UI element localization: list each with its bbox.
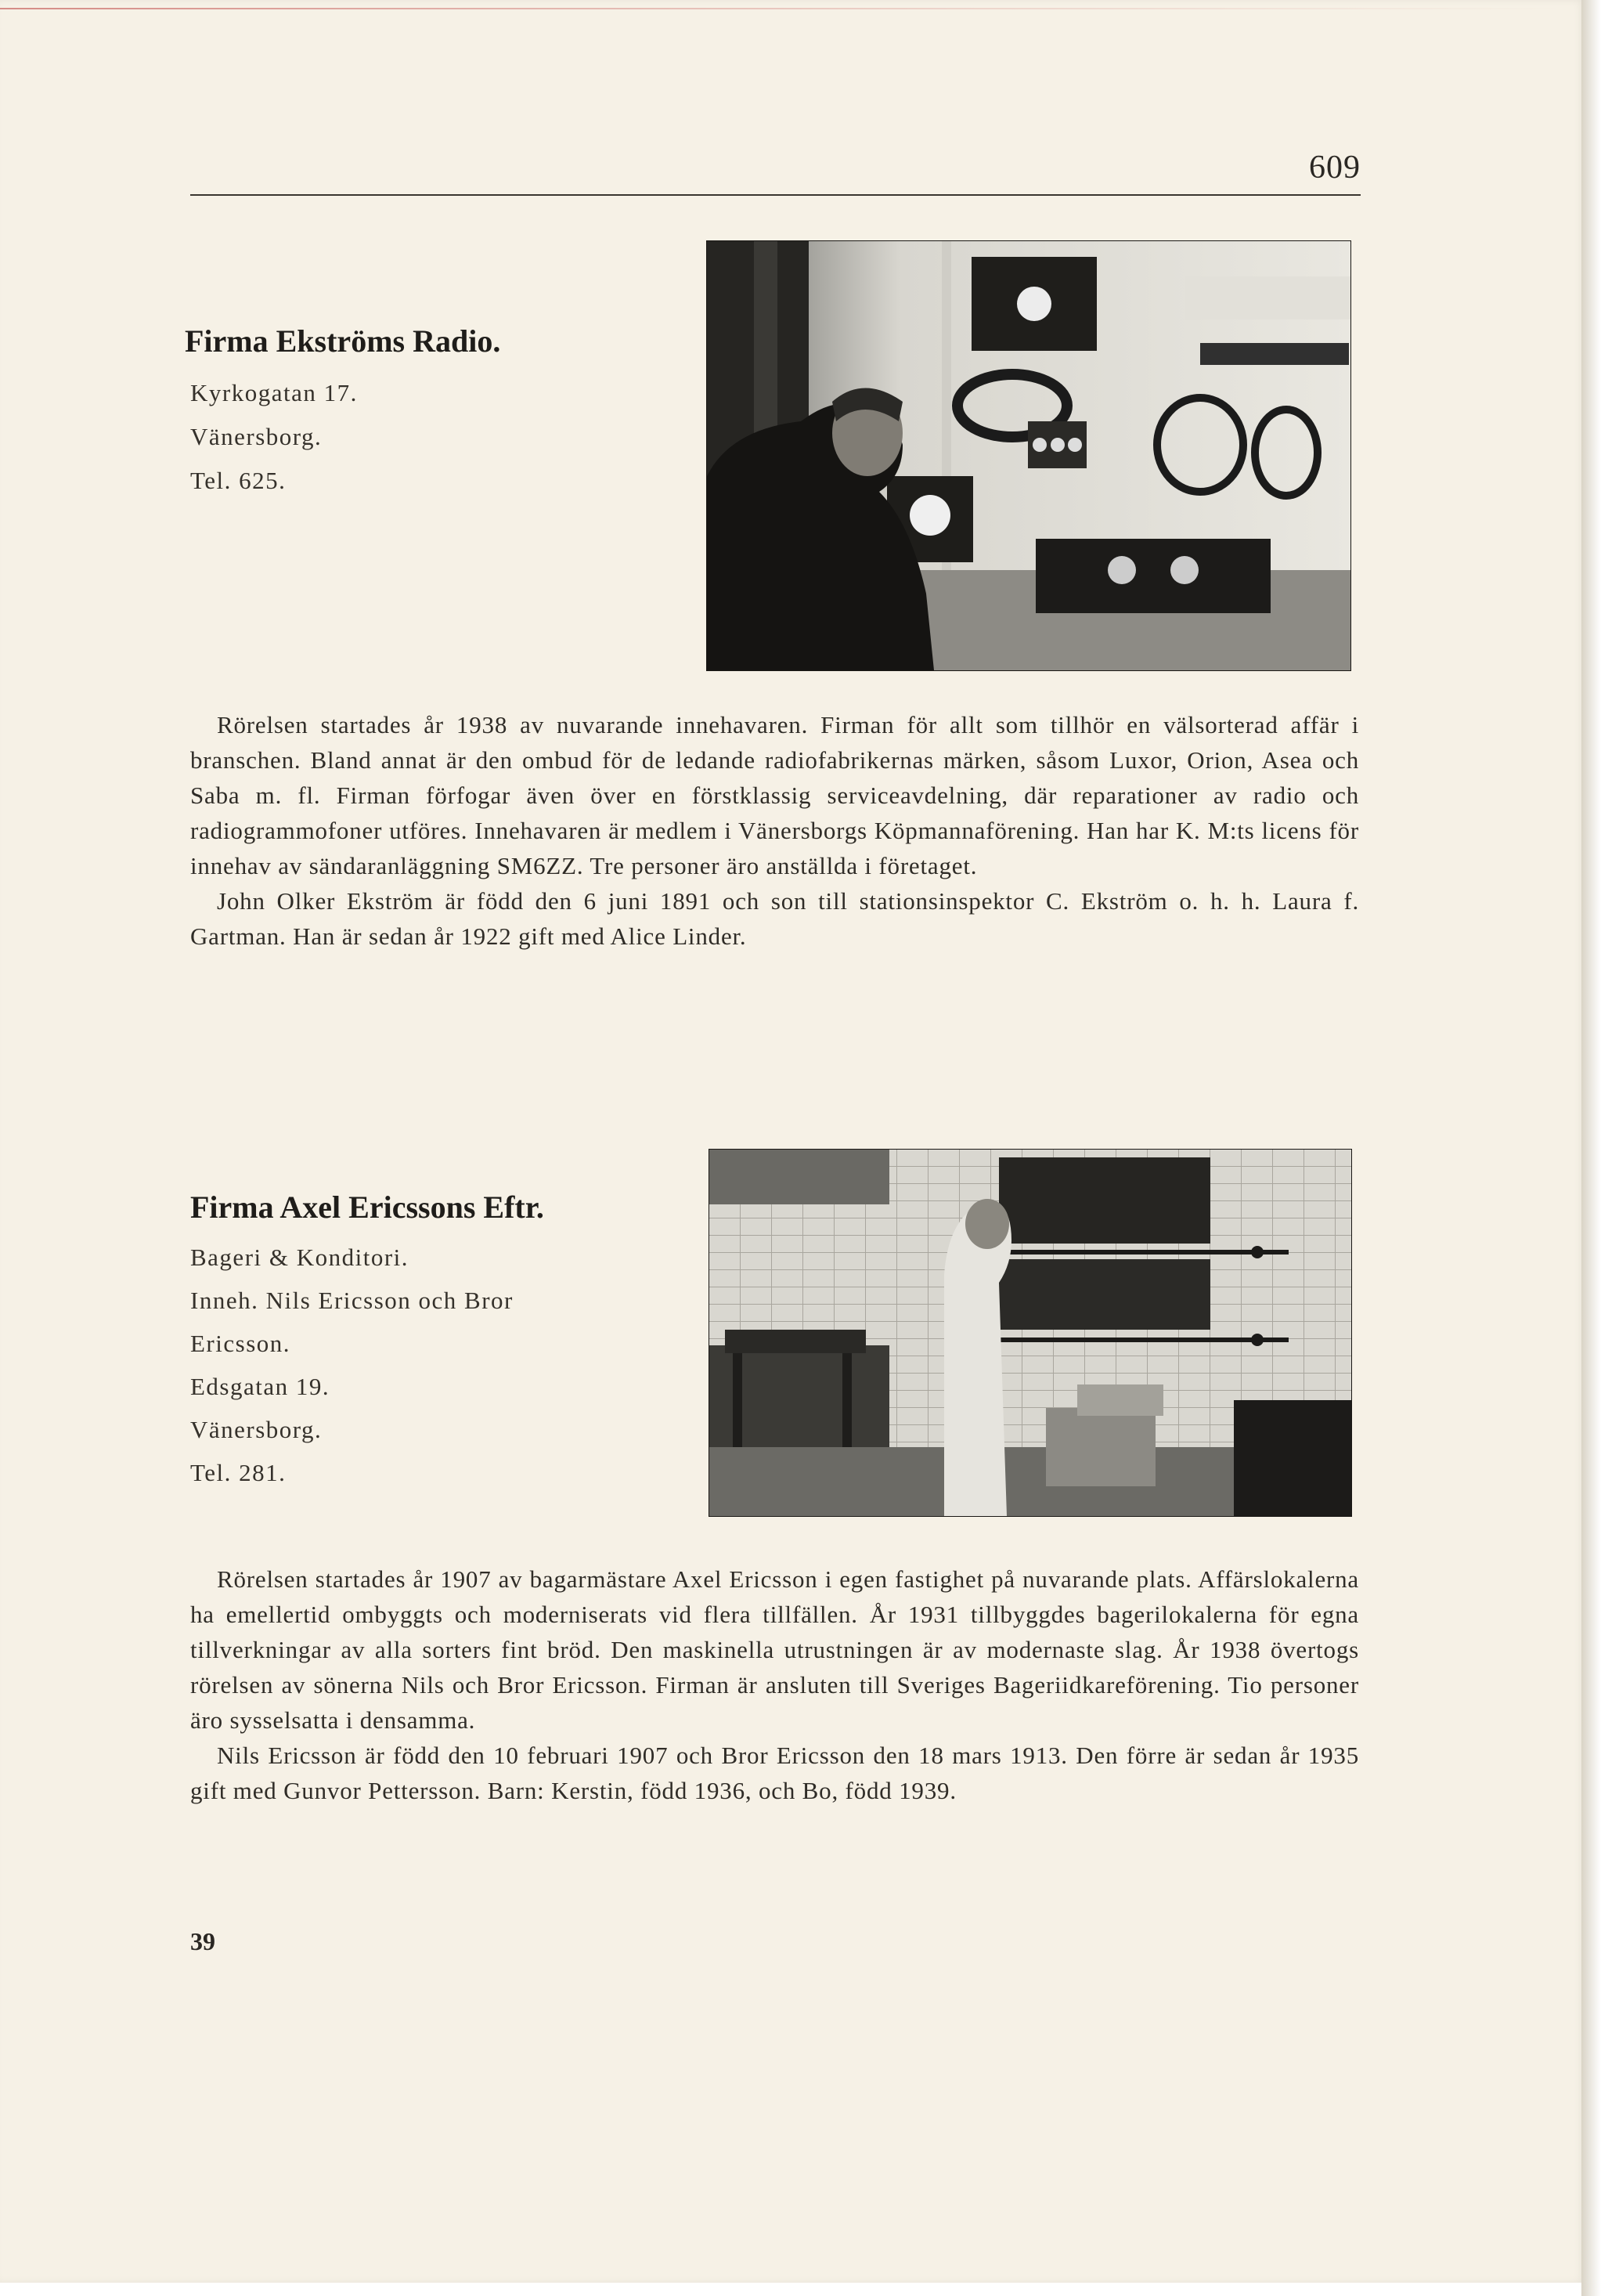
page-edge-shadow	[1581, 0, 1601, 2296]
paragraph: Rörelsen startades år 1907 av bagarmästare Axel Ericsson i egen fastighet på nuvarande plats. Affärslokalerna ha emellertid ombyggts och moderniserats vid flera tillfällen. År 1931 tillbyggdes bagerilokalerna för egna tillverkningar av alla sorters fint bröd. Den maskinella utrustningen är av modernaste slag. År 1938 övertogs rörelsen av sönerna Nils och Bror Ericsson. Firman är ansluten till Sveriges Bageriidkareförening. Tio personer äro sysselsatta i densamma.	[190, 1565, 1359, 1734]
paragraph: Rörelsen startades år 1938 av nuvarande innehavaren. Firman för allt som tillhör en välsorterad affär i branschen. Bland annat är den ombud för de ledande radiofabrikernas märken, såsom Luxor, Orion, Asea och Saba m. fl. Firman förfogar även över en förstklassig serviceavdelning, där reparationer av radio och radiogrammofoner utföres. Innehavaren är medlem i Vänersborgs Köpmannaförening. Han har K. M:ts licens för innehav av sändaranläggning SM6ZZ. Tre personer äro anställda i företaget.	[190, 711, 1359, 879]
section2-heading: Firma Axel Ericssons Eftr.	[190, 1190, 544, 1225]
top-edge-line	[0, 8, 1566, 9]
radio-workshop-photo	[706, 240, 1351, 671]
address-line: Edsgatan 19.	[190, 1373, 330, 1400]
address-line: Kyrkogatan 17.	[190, 379, 358, 406]
address-line: Inneh. Nils Ericsson och Bror	[190, 1287, 514, 1314]
section2-address	[190, 1236, 514, 1494]
paragraph: Nils Ericsson är född den 10 februari 1907 och Bror Ericsson den 18 mars 1913. Den förre är sedan år 1935 gift med Gunvor Pettersson. Barn: Kerstin, född 1936, och Bo, född 1939.	[190, 1742, 1359, 1804]
section1-heading: Firma Ekströms Radio.	[185, 323, 501, 359]
section1-address	[190, 371, 358, 503]
section1-body	[190, 707, 1359, 954]
address-line: Tel. 281.	[190, 1459, 287, 1486]
address-line: Vänersborg.	[190, 1416, 323, 1443]
address-line: Ericsson.	[190, 1330, 291, 1357]
paragraph: John Olker Ekström är född den 6 juni 1891 och son till stationsinspektor C. Ekström o. h. h. Laura f. Gartman. Han är sedan år 1922 gift med Alice Linder.	[190, 887, 1359, 950]
address-line: Vänersborg.	[190, 423, 323, 450]
footer-number: 39	[190, 1927, 215, 1955]
page-number: 609	[1309, 150, 1361, 186]
address-line: Bageri & Konditori.	[190, 1244, 409, 1271]
address-line: Tel. 625.	[190, 467, 287, 494]
bakery-photo	[709, 1149, 1352, 1517]
header-rule	[190, 194, 1361, 196]
section2-body	[190, 1561, 1359, 1808]
